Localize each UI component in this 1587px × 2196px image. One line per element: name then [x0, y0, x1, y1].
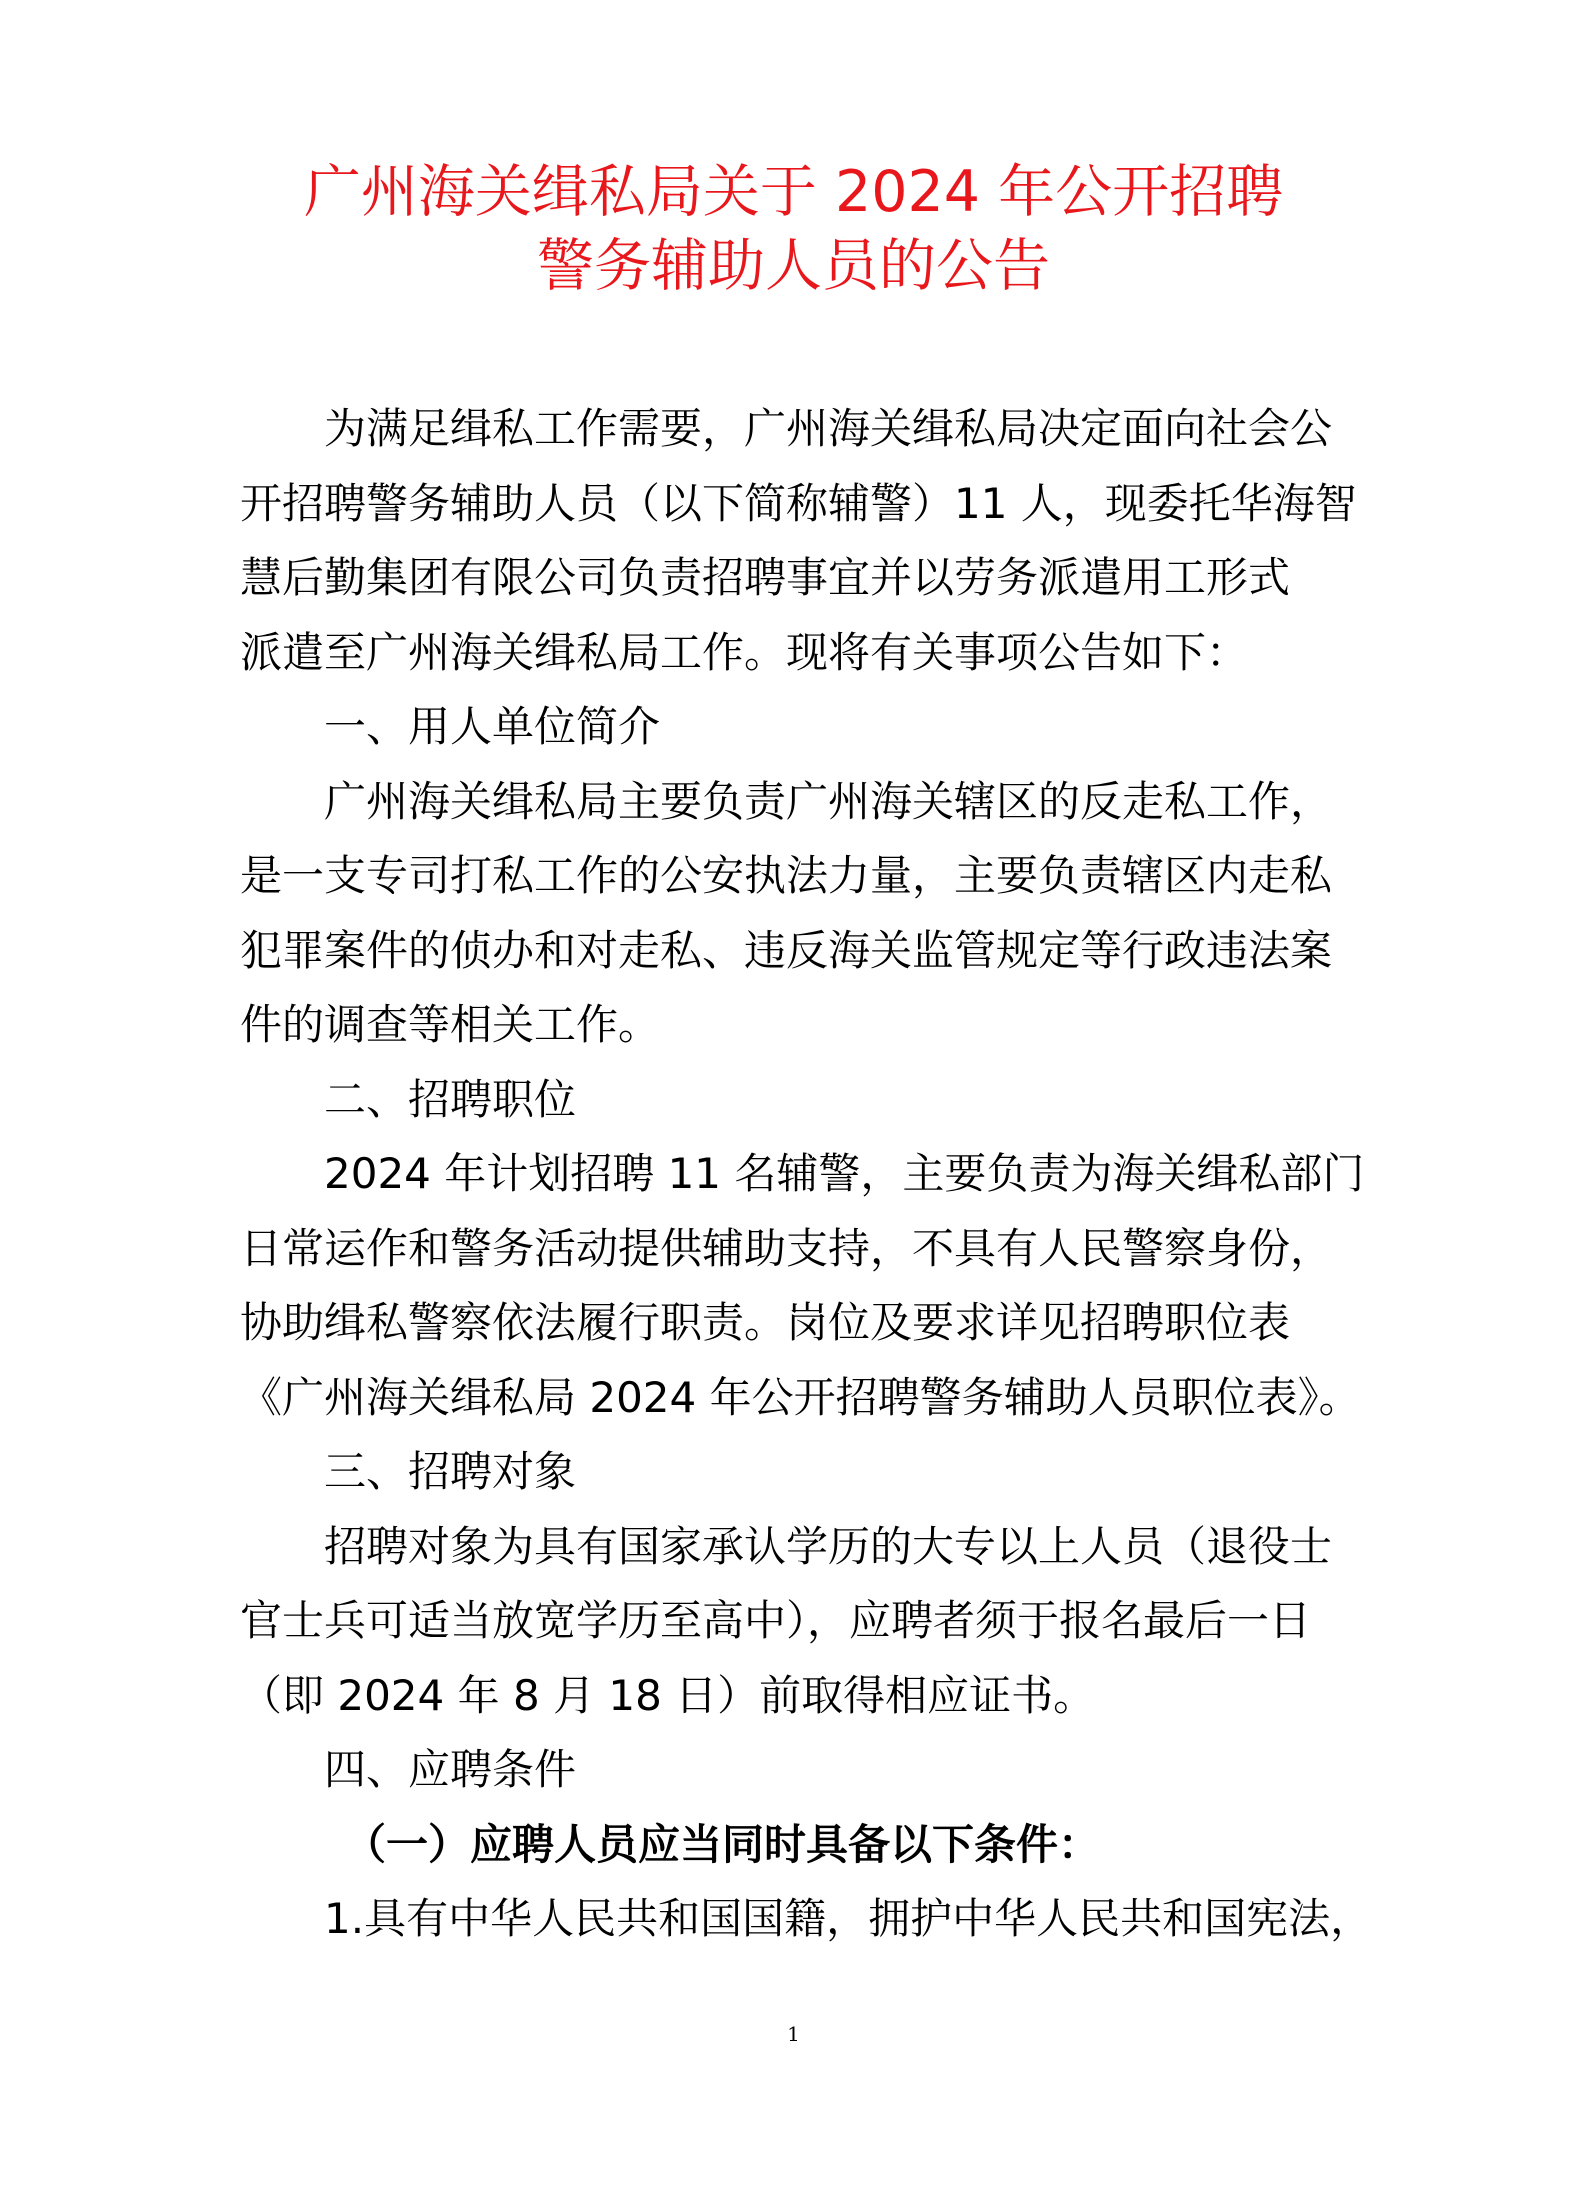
page-number: 1	[787, 2022, 800, 2046]
section-2-line-1: 2024 年计划招聘 11 名辅警，主要负责为海关缉私部门	[324, 1149, 1365, 1198]
section-heading-1: 一、用人单位简介	[324, 702, 661, 751]
intro-line-1: 为满足缉私工作需要，广州海关缉私局决定面向社会公	[324, 404, 1333, 453]
section-2-line-2: 日常运作和警务活动提供辅助支持，不具有人民警察身份，	[240, 1223, 1333, 1273]
section-1-line-1: 广州海关缉私局主要负责广州海关辖区的反走私工作，	[324, 776, 1333, 826]
section-heading-3: 三、招聘对象	[324, 1447, 577, 1496]
condition-item-1: 1.具有中华人民共和国国籍，拥护中华人民共和国宪法，	[324, 1894, 1373, 1943]
section-3-line-2: 官士兵可适当放宽学历至高中），应聘者须于报名最后一日	[240, 1596, 1312, 1645]
intro-line-4: 派遣至广州海关缉私局工作。现将有关事项公告如下：	[240, 627, 1249, 677]
section-2-line-4: 《广州海关缉私局 2024 年公开招聘警务辅助人员职位表》。	[240, 1372, 1361, 1422]
subsection-heading-1: （一）应聘人员应当同时具备以下条件：	[344, 1819, 1101, 1869]
section-1-line-4: 件的调查等相关工作。	[240, 1000, 661, 1049]
intro-line-3: 慧后勤集团有限公司负责招聘事宜并以劳务派遣用工形式	[240, 553, 1291, 602]
announcement-title-line-1: 广州海关缉私局关于 2024 年公开招聘	[303, 159, 1284, 225]
section-heading-2: 二、招聘职位	[324, 1074, 577, 1124]
section-1-line-3: 犯罪案件的侦办和对走私、违反海关监管规定等行政违法案	[240, 925, 1333, 975]
section-2-line-3: 协助缉私警察依法履行职责。岗位及要求详见招聘职位表	[240, 1298, 1291, 1347]
intro-line-2: 开招聘警务辅助人员（以下简称辅警）11 人，现委托华海智	[240, 478, 1357, 528]
section-heading-4: 四、应聘条件	[324, 1745, 577, 1794]
section-3-line-3: （即 2024 年 8 月 18 日）前取得相应证书。	[240, 1670, 1096, 1720]
announcement-body	[240, 392, 1373, 1957]
section-1-line-2: 是一支专司打私工作的公安执法力量，主要负责辖区内走私	[240, 851, 1333, 900]
section-3-line-1: 招聘对象为具有国家承认学历的大专以上人员（退役士	[324, 1521, 1333, 1571]
announcement-title-line-2: 警务辅助人员的公告	[537, 233, 1050, 299]
